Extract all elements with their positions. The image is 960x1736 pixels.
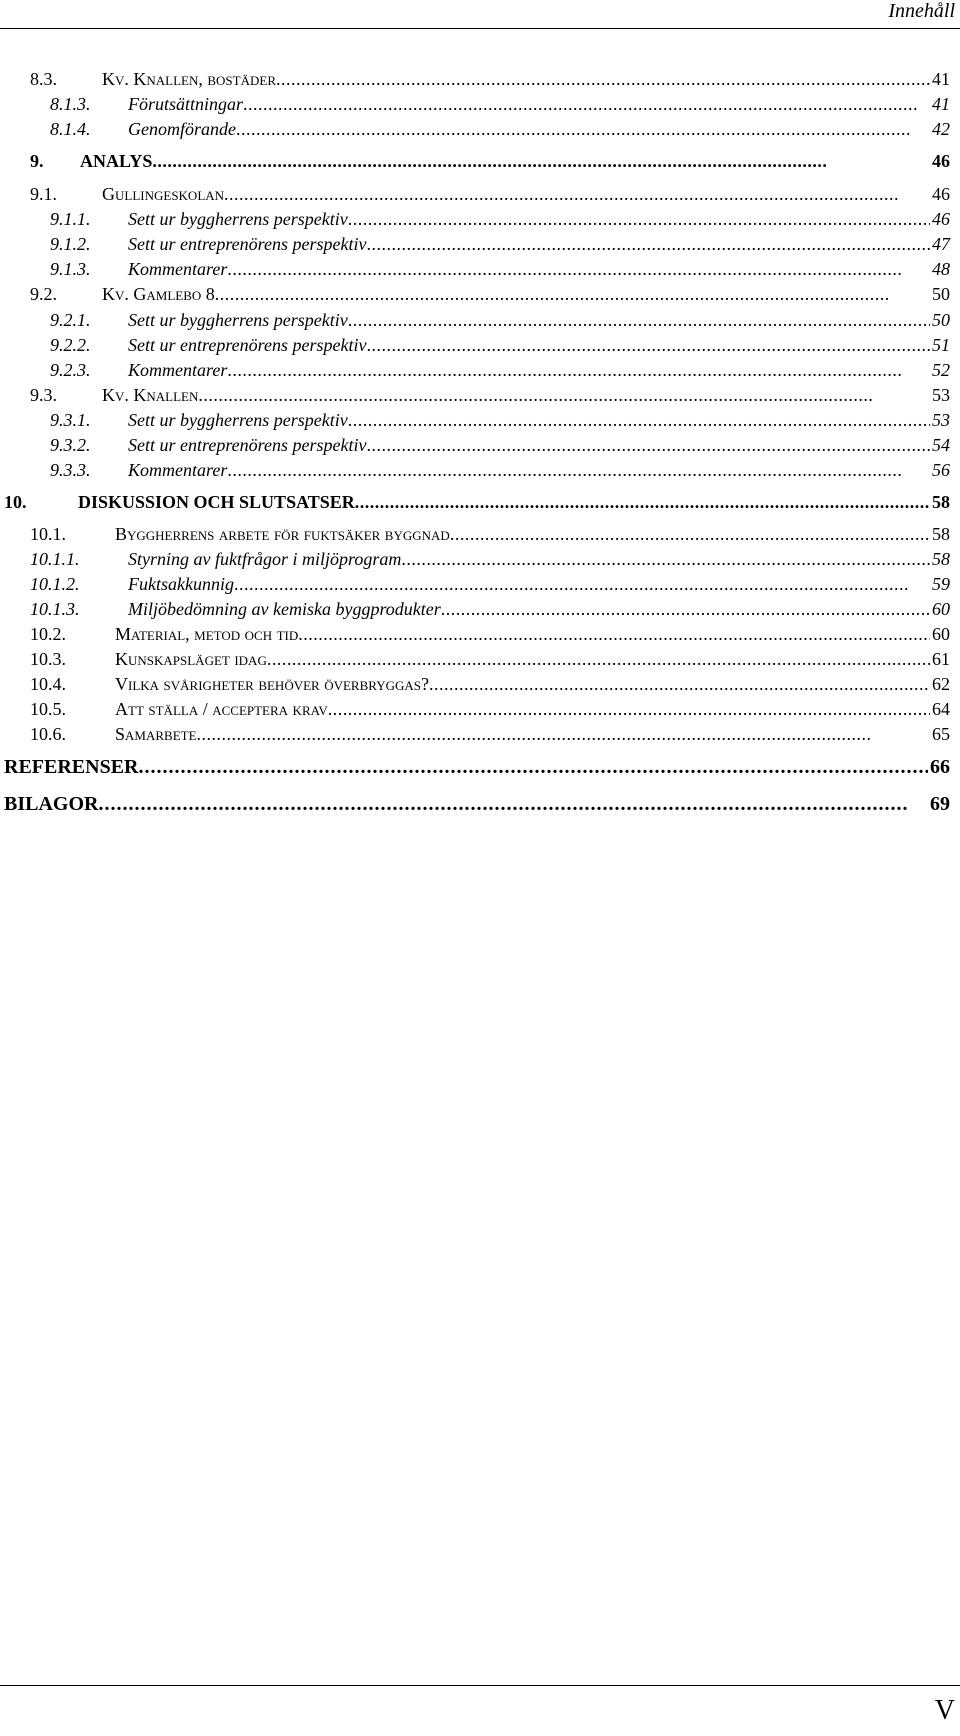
toc-entry[interactable] [50,207,950,231]
toc-entry-title: Styrning av fuktfrågor i miljöprogram [128,549,402,569]
toc-entry-title: Kv. Knallen, bostäder [102,69,276,89]
toc-entry-page: 50 [932,310,950,330]
toc-leader-dots [328,697,930,721]
toc-entry-page: 56 [932,460,950,480]
toc-entry-title: Kommentarer [128,259,228,279]
toc-entry-number: 9.1.3. [50,259,91,279]
toc-entry-title: Sett ur entreprenörens perspektiv [128,435,367,455]
toc-entry-title: Sett ur byggherrens perspektiv [128,410,348,430]
page-header [0,0,960,30]
toc-leader-dots [198,383,930,407]
toc-entry[interactable] [30,647,950,671]
toc-entry-page: 42 [932,119,950,139]
toc-entry[interactable] [50,117,950,141]
toc-entry[interactable] [50,358,950,382]
toc-leader-dots [236,117,930,141]
toc-entry-page: 50 [932,284,950,304]
toc-entry-title: Gullingeskolan [102,184,225,204]
toc-leader-dots [224,182,930,206]
toc-entry[interactable] [30,67,950,91]
toc-entry-title: Material, metod och tid [115,624,299,644]
toc-leader-dots [441,597,930,621]
toc-entry-number: 10.1.2. [30,574,80,594]
toc-entry[interactable] [50,257,950,281]
toc-entry-number: 10.1.1. [30,549,80,569]
toc-leader-dots [366,333,930,357]
toc-entry-page: 58 [932,524,950,544]
toc-entry[interactable] [4,490,950,514]
toc-leader-dots [348,408,930,432]
toc-leader-dots [276,67,930,91]
toc-entry[interactable] [50,408,950,432]
toc-entry-title: Fuktsakkunnig [128,574,234,594]
toc-entry-title: Kommentarer [128,360,228,380]
toc-entry-page: 54 [932,435,950,455]
toc-entry-title: Miljöbedömning av kemiska byggprodukter [128,599,441,619]
toc-entry[interactable] [30,522,950,546]
toc-entry-number: 9.1.2. [50,234,91,254]
toc-entry-number: 9.2.2. [50,335,91,355]
toc-leader-dots [366,433,930,457]
toc-entry-page: 64 [932,699,950,719]
toc-entry-number: 9.3.2. [50,435,91,455]
toc-entry-title: Kommentarer [128,460,228,480]
toc-entry-title: Förutsättningar [128,94,244,114]
toc-entry-number: 9.1. [30,184,57,204]
footer-page-number: V [934,1695,955,1726]
toc-entry[interactable] [30,383,950,407]
toc-entry-page: 48 [932,259,950,279]
toc-entry[interactable] [30,572,950,596]
header-title: Innehåll [888,0,955,22]
toc-entry-number: 9.2.1. [50,310,91,330]
toc-leader-dots [348,207,930,231]
toc-entry-page: 41 [932,69,950,89]
toc-entry-number: 9.3.3. [50,460,91,480]
toc-entry[interactable] [30,722,950,746]
toc-leader-dots [152,149,930,173]
toc-leader-dots [227,358,930,382]
toc-entry[interactable] [4,792,950,816]
toc-entry[interactable] [30,149,950,173]
toc-entry-title: Sett ur entreprenörens perspektiv [128,335,367,355]
toc-entry-page: 58 [932,549,950,569]
toc-entry-number: 10.5. [30,699,66,719]
toc-entry-number: 8.1.4. [50,119,91,139]
toc-entry-number: 10.6. [30,724,66,744]
toc-leader-dots [401,547,930,571]
toc-entry[interactable] [50,92,950,116]
toc-leader-dots [348,308,930,332]
toc-entry-title: Samarbete [115,724,197,744]
toc-entry-title: Genomförande [128,119,236,139]
toc-entry-page: 51 [932,335,950,355]
toc-entry[interactable] [30,182,950,206]
toc-entry-title: Sett ur byggherrens perspektiv [128,209,348,229]
toc-entry[interactable] [50,433,950,457]
toc-leader-dots [227,257,930,281]
footer-rule [0,1685,960,1686]
toc-entry-page: 53 [932,385,950,405]
toc-entry-page: 46 [932,209,950,229]
toc-entry-title: Kv. Knallen [102,385,199,405]
toc-entry-page: 65 [932,724,950,744]
toc-entry-page: 66 [930,756,950,778]
toc-entry-page: 41 [932,94,950,114]
toc-entry-title: ANALYS [80,151,153,171]
toc-entry[interactable] [50,458,950,482]
toc-leader-dots [234,572,930,596]
toc-entry[interactable] [30,622,950,646]
toc-leader-dots [366,232,930,256]
toc-entry[interactable] [30,547,950,571]
toc-entry-page: 47 [932,234,950,254]
toc-entry-page: 46 [932,151,950,171]
toc-leader-dots [215,282,930,306]
toc-entry-title: Kunskapsläget idag [115,649,267,669]
toc-entry-number: 10.2. [30,624,66,644]
toc-entry-page: 46 [932,184,950,204]
toc-entry[interactable] [30,597,950,621]
toc-entry-number: 9. [30,151,44,171]
toc-entry[interactable] [50,232,950,256]
toc-entry-number: 9.3. [30,385,57,405]
toc-entry-number: 8.1.3. [50,94,91,114]
toc-entry-number: 10.3. [30,649,66,669]
toc-entry-title: Kv. Gamlebo 8 [102,284,215,304]
toc-entry-number: 10.4. [30,674,66,694]
toc-leader-dots [138,755,928,779]
toc-leader-dots [450,522,930,546]
toc-leader-dots [197,722,930,746]
toc-leader-dots [267,647,930,671]
toc-entry-page: 52 [932,360,950,380]
toc-entry-number: 9.2.3. [50,360,91,380]
toc-entry-title: Vilka svårigheter behöver överbryggas? [115,674,429,694]
toc-entry[interactable] [30,697,950,721]
toc-entry[interactable] [30,672,950,696]
toc-entry-title: DISKUSSION OCH SLUTSATSER [78,492,355,512]
toc-entry-title: Sett ur entreprenörens perspektiv [128,234,367,254]
toc-leader-dots [298,622,930,646]
toc-entry-page: 62 [932,674,950,694]
toc-entry-page: 53 [932,410,950,430]
toc-entry-number: 10. [4,492,27,512]
toc-entry-title: Byggherrens arbete för fuktsäker byggnad [115,524,450,544]
toc-entry-page: 61 [932,649,950,669]
toc-entry-title: BILAGOR [4,793,99,815]
toc-entry-number: 10.1. [30,524,66,544]
header-rule [0,28,960,29]
toc-leader-dots [243,92,930,116]
toc-entry-page: 60 [932,624,950,644]
toc-entry-page: 69 [930,793,950,815]
toc-entry-title: Att ställa / acceptera krav [115,699,328,719]
toc-entry-number: 9.2. [30,284,57,304]
toc-entry-number: 9.1.1. [50,209,91,229]
toc-entry-title: Sett ur byggherrens perspektiv [128,310,348,330]
toc-leader-dots [429,672,930,696]
toc-leader-dots [98,792,928,816]
toc-entry-page: 58 [932,492,950,512]
toc-entry-title: REFERENSER [4,756,139,778]
toc-leader-dots [227,458,930,482]
toc-entry-number: 9.3.1. [50,410,91,430]
toc-entry[interactable] [30,282,950,306]
toc-entry[interactable] [50,308,950,332]
toc-entry-number: 8.3. [30,69,57,89]
toc-entry[interactable] [50,333,950,357]
toc-entry-page: 60 [932,599,950,619]
toc-entry-page: 59 [932,574,950,594]
toc-entry-number: 10.1.3. [30,599,80,619]
toc-leader-dots [355,490,930,514]
toc-entry[interactable] [4,755,950,779]
